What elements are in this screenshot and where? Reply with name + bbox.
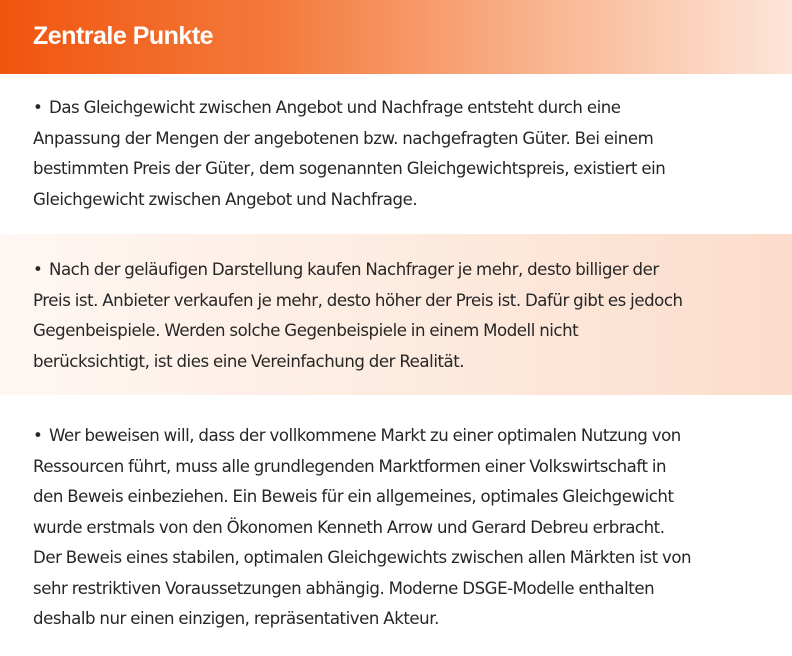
text-line: Ressourcen führt, muss alle grundlegenden Marktformen einer Volkswirtschaft in: [33, 456, 667, 476]
key-point-text: [33, 234, 792, 377]
text-line: Anpassung der Mengen der angebotenen bzw. nachgefragten Güter. Bei einem: [33, 128, 654, 148]
text-line: Gleichgewicht zwischen Angebot und Nachfrage.: [33, 189, 418, 209]
text-line: • Das Gleichgewicht zwischen Angebot und Nachfrage entsteht durch eine: [33, 93, 792, 124]
text-line: • Wer beweisen will, dass der vollkommene Markt zu einer optimalen Nutzung von: [33, 421, 792, 452]
text-line: den Beweis einbeziehen. Ein Beweis für ein allgemeines, optimales Gleichgewicht: [33, 487, 674, 506]
text-line: • Nach der geläufigen Darstellung kaufen Nachfrager je mehr, desto billiger der: [33, 255, 792, 286]
bullet-icon: •: [33, 426, 43, 445]
text-line: Gegenbeispiele. Werden solche Gegenbeispiele in einem Modell nicht: [33, 321, 579, 340]
text-line: Preis ist. Anbieter verkaufen je mehr, desto höher der Preis ist. Dafür gibt es jedoch: [33, 290, 683, 310]
key-point-2: [0, 234, 792, 395]
text-line: Der Beweis eines stabilen, optimalen Gleichgewichts zwischen allen Märkten ist von: [33, 548, 692, 567]
bullet-icon: •: [33, 260, 43, 279]
key-point-1: [0, 74, 792, 234]
page-title: Zentrale Punkte: [33, 22, 214, 50]
header-banner: [0, 0, 792, 74]
text-line: bestimmten Preis der Güter, dem sogenannten Gleichgewichtspreis, existiert ein: [33, 159, 666, 178]
key-point-3: [0, 395, 792, 656]
key-point-text: [33, 395, 792, 635]
text-line: sehr restriktiven Voraussetzungen abhängig. Moderne DSGE-Modelle enthalten: [33, 578, 655, 598]
text-line: deshalb nur einen einzigen, repräsentativen Akteur.: [33, 609, 439, 628]
bullet-icon: •: [33, 98, 43, 117]
text-line: berücksichtigt, ist dies eine Vereinfachung der Realität.: [33, 351, 465, 371]
text-line: wurde erstmals von den Ökonomen Kenneth Arrow und Gerard Debreu erbracht.: [33, 517, 665, 537]
key-point-text: [33, 74, 792, 215]
